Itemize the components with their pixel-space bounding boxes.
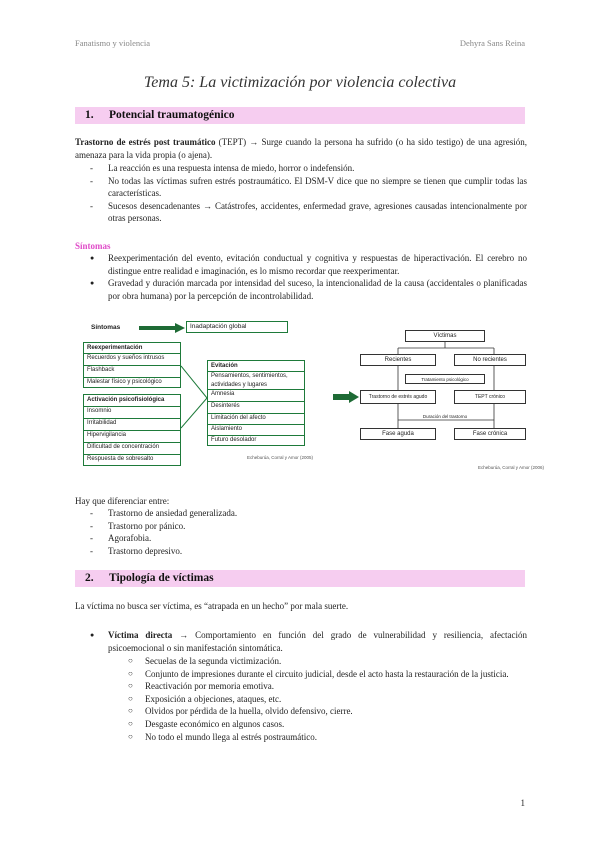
list-item: - Sucesos desencadenantes → Catástrofes, accidentes, enfermedad grave, agresiones causadas intencionalmente por otras personas. (90, 200, 527, 225)
fase-cronica-node: Fase crónica (454, 428, 526, 440)
symptoms-diagram (83, 318, 328, 468)
evit-row: Futuro desolador (208, 435, 304, 445)
connector-lines (181, 358, 208, 458)
diagram2-citation: Echeburúa, Corral y Amor (2006) (478, 465, 545, 470)
list-item: ○ No todo el mundo llega al estrés postraumático. (128, 731, 528, 744)
reexp-title: Reexperimentación (87, 345, 143, 351)
victims-diagram (360, 328, 525, 448)
diferenciar-list (90, 507, 527, 557)
evit-row: Aislamiento (208, 424, 304, 434)
page-number: 1 (520, 798, 525, 808)
list-item (90, 629, 527, 654)
activ-row: Hipervigilancia (84, 430, 180, 440)
tept-cronico-node: TEPT crónico (454, 390, 526, 404)
list-item: - No todas las víctimas sufren estrés postraumático. El DSM-V dice que no siempre se tienen que cumplir todas las características. (90, 175, 527, 200)
list-item: - Trastorno por pánico. (90, 520, 527, 533)
tratamiento-node: Tratamiento psicológico (405, 374, 485, 384)
evit-row: Limitación del afecto (208, 413, 304, 423)
list-item: ○ Desgaste económico en algunos casos. (128, 718, 528, 731)
victima-paragraph: La víctima no busca ser víctima, es “atrapada en un hecho” por mala suerte. (75, 601, 349, 611)
diferenciar-paragraph: Hay que diferenciar entre: (75, 496, 170, 506)
evit-row: Amnesia (208, 389, 304, 399)
list-item: ○ Reactivación por memoria emotiva. (128, 680, 528, 693)
duracion-label: Duración del trastorno (405, 414, 485, 419)
evit-title: Evitación (211, 363, 238, 369)
list-item: ● Reexperimentación del evento, evitación conductual y cognitiva y respuestas de hiperactivación. El cerebro no distingue entre realidad e imaginación, es lo mismo recordar que reexperimentar. (90, 252, 527, 277)
activ-row: Respuesta de sobresalto (84, 454, 180, 464)
activ-row: Dificultad de concentración (84, 442, 180, 452)
reexp-row: Malestar físico y psicológico (84, 377, 180, 387)
victima-directa-list (90, 629, 527, 654)
list-item: ● Gravedad y duración marcada por intensidad del suceso, la intencionalidad de la causa (accidentales o planificadas por obra humana) por la percepción de incontrolabilidad. (90, 277, 527, 302)
activacion-box (83, 394, 181, 466)
reexperimentacion-box (83, 342, 181, 388)
section-2-heading (75, 570, 525, 587)
evit-row: Pensamientos, sentimientos, actividades y lugares (208, 371, 304, 389)
list-item: - Agorafobia. (90, 532, 527, 545)
list-item: ○ Secuelas de la segunda victimización. (128, 655, 528, 668)
arrow-right-icon (333, 391, 359, 403)
estres-agudo-node: Trastorno de estrés agudo (360, 390, 436, 404)
no-recientes-node: No recientes (454, 354, 526, 366)
tept-paragraph (75, 136, 527, 161)
victima-directa-definition: → Comportamiento en función del grado de vulnerabilidad y resiliencia, afectación psicoemocional o sin manifestación sintomática. (108, 630, 527, 653)
inadaptacion-box: Inadaptación global (186, 321, 288, 333)
fase-aguda-node: Fase aguda (360, 428, 436, 440)
list-item: ○ Exposición a objeciones, ataques, etc. (128, 693, 528, 706)
activ-row: Insomnio (84, 406, 180, 416)
list-item: - La reacción es una respuesta intensa de miedo, horror o indefensión. (90, 162, 527, 175)
list-item: - Trastorno de ansiedad generalizada. (90, 507, 527, 520)
evitacion-box (207, 360, 305, 446)
activ-row: Irritabilidad (84, 418, 180, 428)
page-title: Tema 5: La victimización por violencia colectiva (143, 74, 457, 91)
activ-title: Activación psicofisiológica (87, 397, 165, 403)
list-item: ○ Conjunto de impresiones durante el circuito judicial, desde el acto hasta la restauración de la justicia. (128, 668, 528, 681)
arrow-right-icon (139, 323, 185, 333)
evit-row: Desinterés (208, 401, 304, 411)
tept-list (90, 162, 527, 225)
victima-directa-sublist (128, 655, 528, 743)
recientes-node: Recientes (360, 354, 436, 366)
tept-term: Trastorno de estrés post traumático (75, 137, 216, 147)
sintomas-list (90, 252, 527, 302)
diagram1-citation: Echeburúa, Corral y Amor (2005) (247, 455, 314, 460)
header-left: Fanatismo y violencia (75, 38, 151, 48)
victima-directa-term: Víctima directa (108, 630, 173, 640)
section-1-number: 1. (85, 109, 94, 121)
reexp-row: Flashback (84, 365, 180, 375)
tept-definition: (TEPT) → Surge cuando la persona ha sufrido (o ha sido testigo) de una agresión, amenaza para la vida propia (o ajena). (75, 137, 527, 160)
section-2-title: Tipología de víctimas (109, 572, 214, 584)
header-right: Dehyra Sans Reina (459, 38, 525, 48)
section-1-title: Potencial traumatogénico (109, 109, 235, 121)
diagram-sintomas-label: Síntomas (91, 324, 121, 331)
section-2-number: 2. (85, 572, 94, 584)
list-item: - Trastorno depresivo. (90, 545, 527, 558)
victimas-node: Víctimas (405, 330, 485, 342)
sintomas-label: Síntomas (75, 241, 111, 251)
section-1-heading (75, 107, 525, 124)
list-item: ○ Olvidos por pérdida de la huella, olvido defensivo, cierre. (128, 705, 528, 718)
reexp-row: Recuerdos y sueños intrusos (84, 353, 180, 363)
